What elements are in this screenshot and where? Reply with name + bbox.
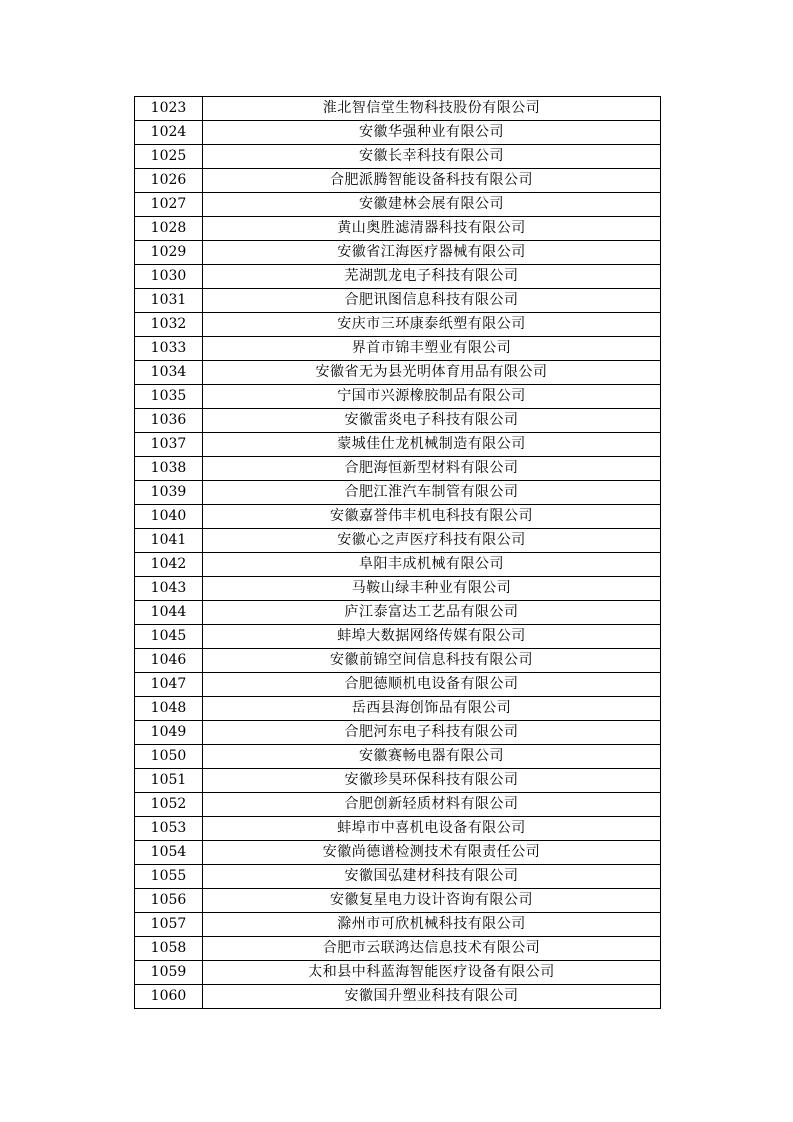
table-row: [135, 841, 661, 865]
row-number-cell: 1044: [135, 601, 203, 625]
company-name-cell: 安徽复星电力设计咨询有限公司: [203, 889, 661, 913]
row-number-cell: 1055: [135, 865, 203, 889]
row-number-cell: 1025: [135, 145, 203, 169]
row-number-cell: 1054: [135, 841, 203, 865]
table-row: [135, 865, 661, 889]
company-name-cell: 安徽国弘建材科技有限公司: [203, 865, 661, 889]
company-name-cell: 合肥市云联鸿达信息技术有限公司: [203, 937, 661, 961]
table-row: [135, 145, 661, 169]
company-name-cell: 阜阳丰成机械有限公司: [203, 553, 661, 577]
table-row: [135, 913, 661, 937]
company-name-cell: 合肥创新轻质材料有限公司: [203, 793, 661, 817]
table-row: [135, 745, 661, 769]
row-number-cell: 1033: [135, 337, 203, 361]
table-row: [135, 121, 661, 145]
table-row: [135, 601, 661, 625]
company-name-cell: 安徽珍昊环保科技有限公司: [203, 769, 661, 793]
table-row: [135, 289, 661, 313]
row-number-cell: 1051: [135, 769, 203, 793]
row-number-cell: 1052: [135, 793, 203, 817]
row-number-cell: 1047: [135, 673, 203, 697]
table-row: [135, 265, 661, 289]
row-number-cell: 1050: [135, 745, 203, 769]
table-row: [135, 817, 661, 841]
table-row: [135, 385, 661, 409]
company-list-table: [134, 96, 661, 1009]
table-row: [135, 337, 661, 361]
row-number-cell: 1034: [135, 361, 203, 385]
row-number-cell: 1029: [135, 241, 203, 265]
row-number-cell: 1035: [135, 385, 203, 409]
table-row: [135, 889, 661, 913]
table-row: [135, 97, 661, 121]
row-number-cell: 1024: [135, 121, 203, 145]
row-number-cell: 1027: [135, 193, 203, 217]
table-row: [135, 625, 661, 649]
company-name-cell: 合肥海恒新型材料有限公司: [203, 457, 661, 481]
company-name-cell: 蚌埠市中喜机电设备有限公司: [203, 817, 661, 841]
company-name-cell: 宁国市兴源橡胶制品有限公司: [203, 385, 661, 409]
table-row: [135, 433, 661, 457]
company-name-cell: 安徽建林会展有限公司: [203, 193, 661, 217]
company-name-cell: 蒙城佳仕龙机械制造有限公司: [203, 433, 661, 457]
row-number-cell: 1053: [135, 817, 203, 841]
table-row: [135, 985, 661, 1009]
company-name-cell: 合肥德顺机电设备有限公司: [203, 673, 661, 697]
row-number-cell: 1039: [135, 481, 203, 505]
company-name-cell: 安徽省无为县光明体育用品有限公司: [203, 361, 661, 385]
company-name-cell: 淮北智信堂生物科技股份有限公司: [203, 97, 661, 121]
row-number-cell: 1040: [135, 505, 203, 529]
table-row: [135, 217, 661, 241]
table-row: [135, 769, 661, 793]
company-name-cell: 蚌埠大数据网络传媒有限公司: [203, 625, 661, 649]
table-row: [135, 793, 661, 817]
company-list-body: [135, 97, 661, 1009]
row-number-cell: 1028: [135, 217, 203, 241]
table-row: [135, 673, 661, 697]
company-name-cell: 合肥江淮汽车制管有限公司: [203, 481, 661, 505]
company-name-cell: 安徽尚德谱检测技术有限责任公司: [203, 841, 661, 865]
table-row: [135, 937, 661, 961]
row-number-cell: 1056: [135, 889, 203, 913]
table-row: [135, 481, 661, 505]
row-number-cell: 1036: [135, 409, 203, 433]
company-name-cell: 太和县中科蓝海智能医疗设备有限公司: [203, 961, 661, 985]
row-number-cell: 1048: [135, 697, 203, 721]
row-number-cell: 1023: [135, 97, 203, 121]
company-name-cell: 合肥讯图信息科技有限公司: [203, 289, 661, 313]
company-name-cell: 安徽前锦空间信息科技有限公司: [203, 649, 661, 673]
row-number-cell: 1026: [135, 169, 203, 193]
company-name-cell: 合肥河东电子科技有限公司: [203, 721, 661, 745]
company-name-cell: 岳西县海创饰品有限公司: [203, 697, 661, 721]
company-name-cell: 黄山奥胜滤清器科技有限公司: [203, 217, 661, 241]
row-number-cell: 1059: [135, 961, 203, 985]
row-number-cell: 1060: [135, 985, 203, 1009]
company-name-cell: 合肥派腾智能设备科技有限公司: [203, 169, 661, 193]
company-name-cell: 安徽长幸科技有限公司: [203, 145, 661, 169]
table-row: [135, 457, 661, 481]
company-name-cell: 芜湖凯龙电子科技有限公司: [203, 265, 661, 289]
table-row: [135, 649, 661, 673]
row-number-cell: 1037: [135, 433, 203, 457]
row-number-cell: 1042: [135, 553, 203, 577]
row-number-cell: 1031: [135, 289, 203, 313]
table-row: [135, 721, 661, 745]
company-name-cell: 安徽国升塑业科技有限公司: [203, 985, 661, 1009]
table-row: [135, 505, 661, 529]
company-name-cell: 安徽雷炎电子科技有限公司: [203, 409, 661, 433]
row-number-cell: 1030: [135, 265, 203, 289]
company-name-cell: 安徽赛畅电器有限公司: [203, 745, 661, 769]
company-name-cell: 界首市锦丰塑业有限公司: [203, 337, 661, 361]
row-number-cell: 1032: [135, 313, 203, 337]
row-number-cell: 1058: [135, 937, 203, 961]
table-row: [135, 241, 661, 265]
row-number-cell: 1046: [135, 649, 203, 673]
company-name-cell: 安徽华强种业有限公司: [203, 121, 661, 145]
company-name-cell: 安徽省江海医疗器械有限公司: [203, 241, 661, 265]
company-name-cell: 安庆市三环康泰纸塑有限公司: [203, 313, 661, 337]
row-number-cell: 1043: [135, 577, 203, 601]
company-name-cell: 安徽心之声医疗科技有限公司: [203, 529, 661, 553]
company-name-cell: 安徽嘉誉伟丰机电科技有限公司: [203, 505, 661, 529]
row-number-cell: 1038: [135, 457, 203, 481]
table-row: [135, 193, 661, 217]
company-name-cell: 马鞍山绿丰种业有限公司: [203, 577, 661, 601]
table-row: [135, 577, 661, 601]
row-number-cell: 1041: [135, 529, 203, 553]
company-name-cell: 滁州市可欣机械科技有限公司: [203, 913, 661, 937]
table-row: [135, 409, 661, 433]
table-row: [135, 313, 661, 337]
table-row: [135, 697, 661, 721]
table-row: [135, 361, 661, 385]
table-row: [135, 961, 661, 985]
row-number-cell: 1045: [135, 625, 203, 649]
row-number-cell: 1057: [135, 913, 203, 937]
table-row: [135, 553, 661, 577]
table-row: [135, 169, 661, 193]
company-name-cell: 庐江泰富达工艺品有限公司: [203, 601, 661, 625]
table-row: [135, 529, 661, 553]
row-number-cell: 1049: [135, 721, 203, 745]
